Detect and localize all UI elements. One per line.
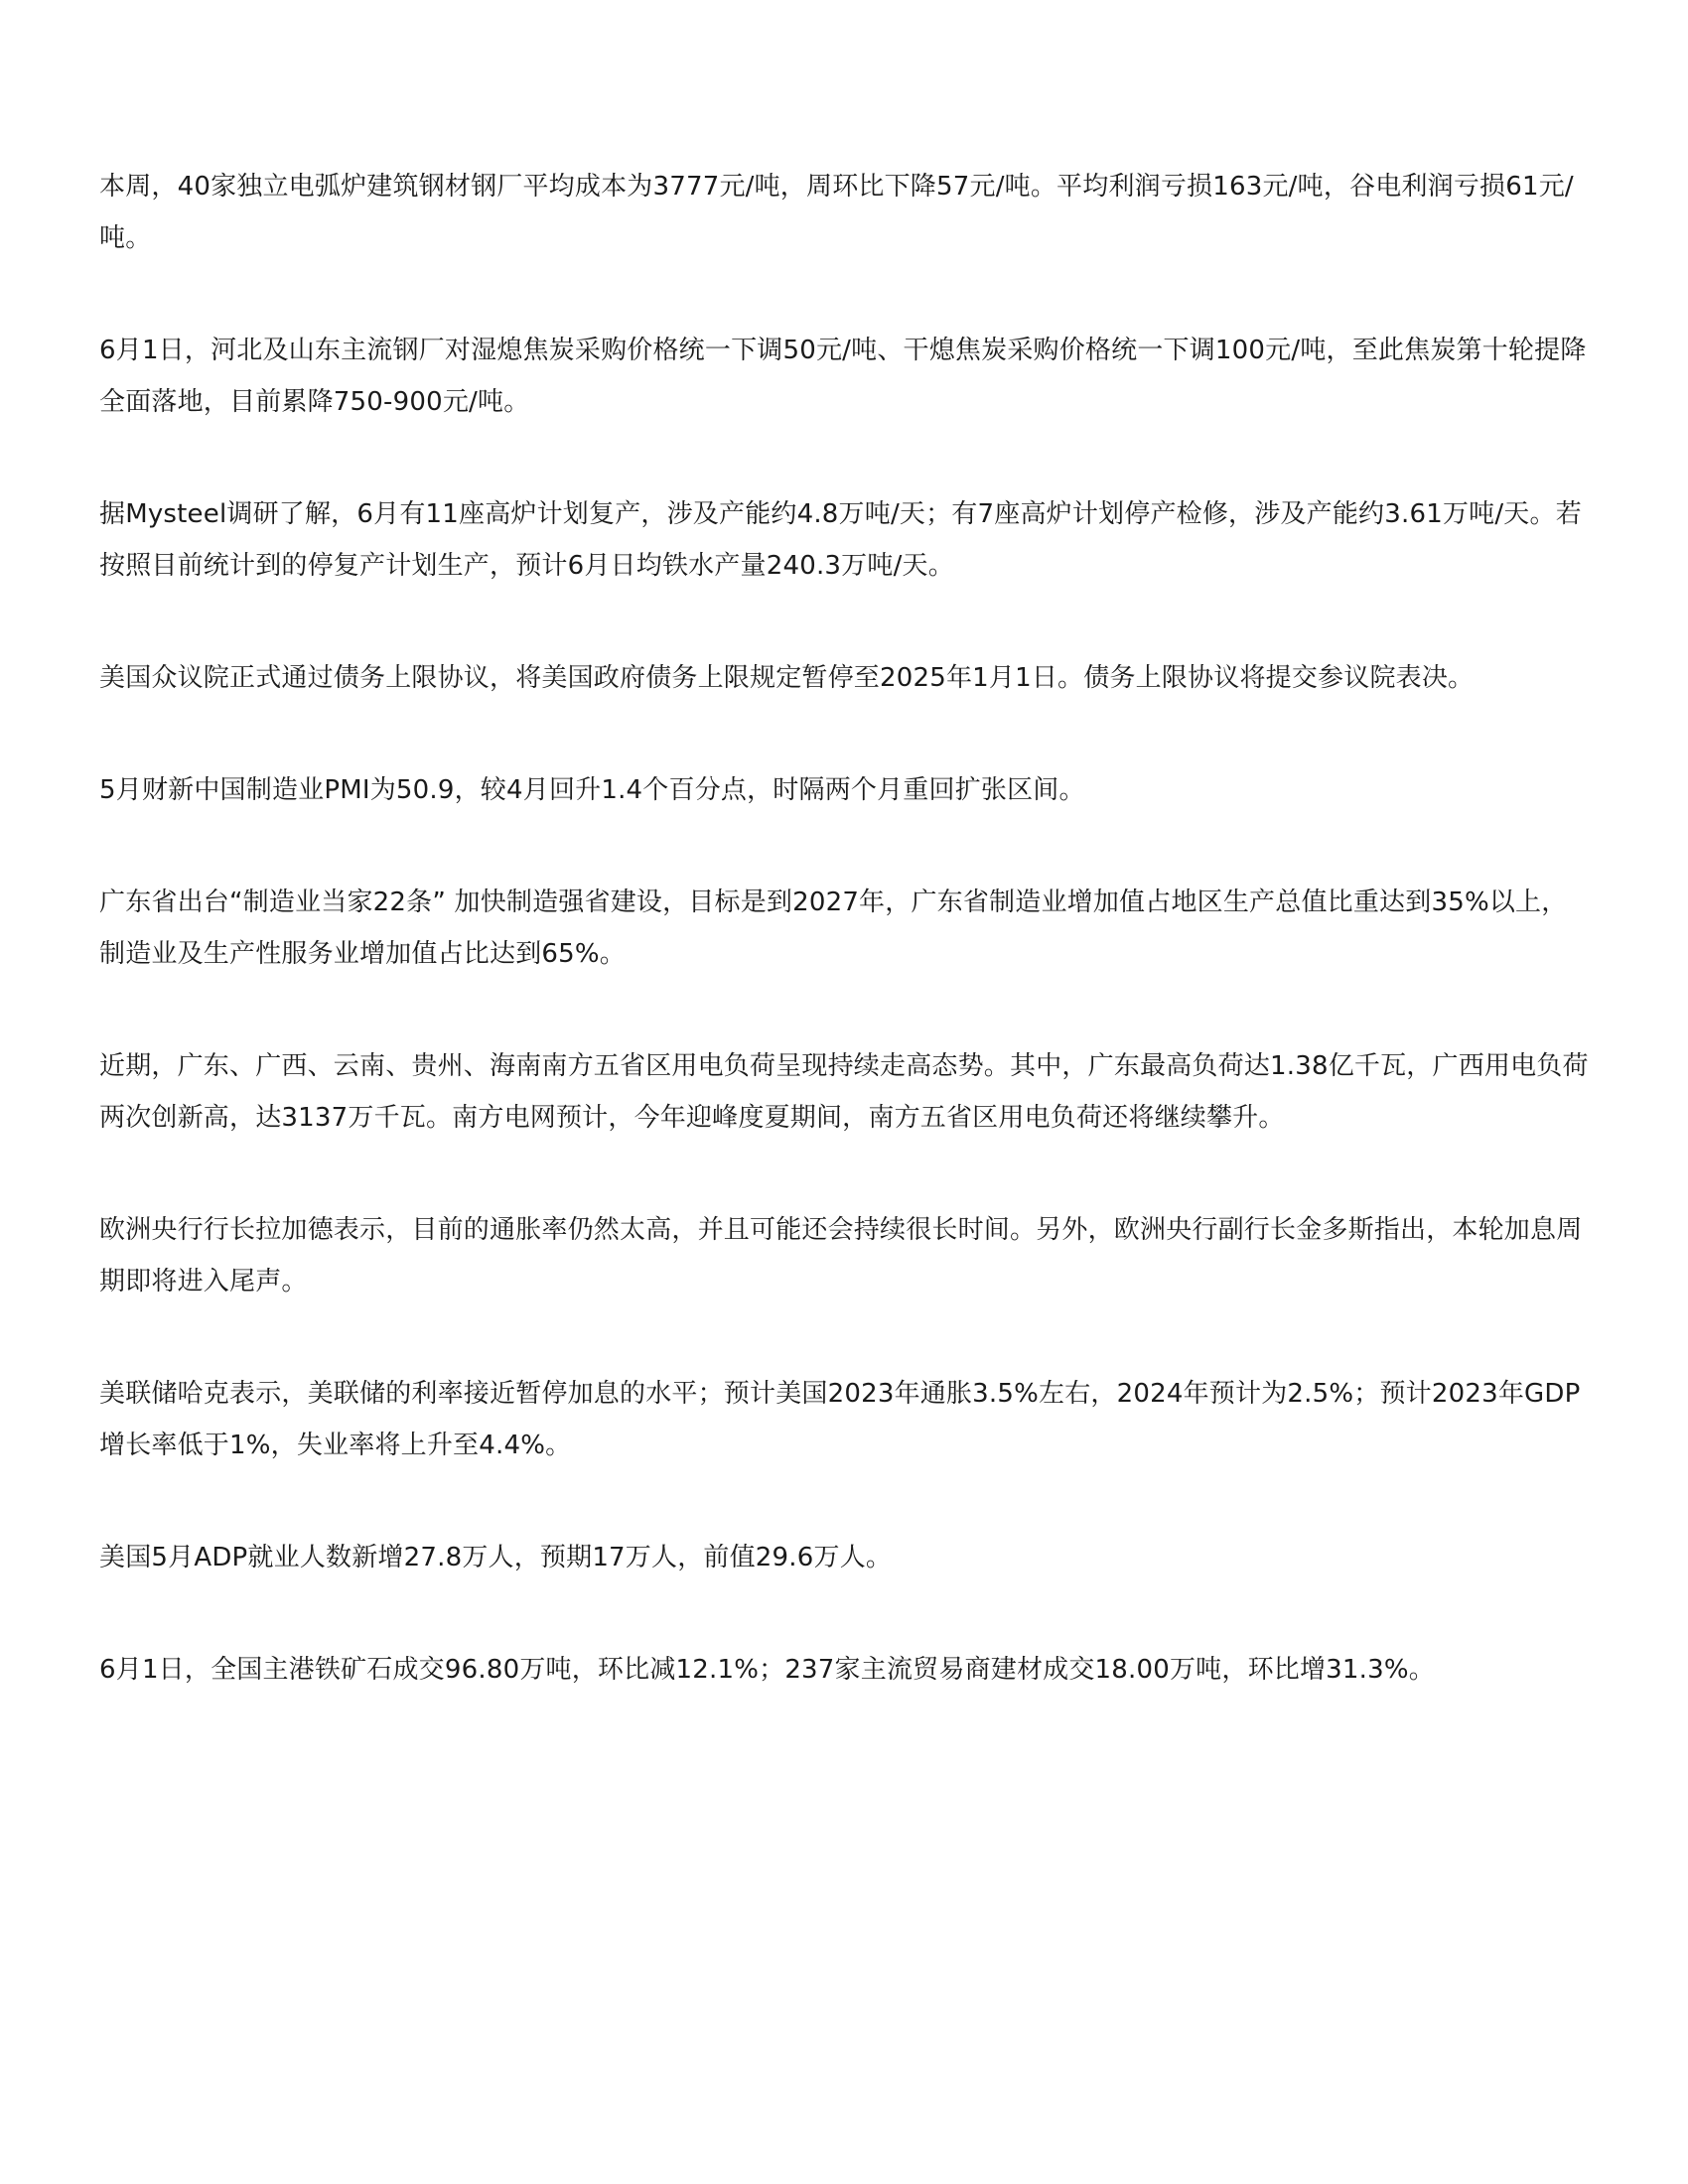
paragraph-us-debt-ceiling: 美国众议院正式通过债务上限协议，将美国政府债务上限规定暂停至2025年1月1日。债务上限协议将提交参议院表决。 xyxy=(99,663,1475,693)
paragraph-guangdong-manufacturing: 广东省出台“制造业当家22条” 加快制造强省建设，目标是到2027年，广东省制造业增加值占地区生产总值比重达到35%以上，制造业及生产性服务业增加值占比达到65%。 xyxy=(99,887,1568,969)
document-body xyxy=(99,161,1589,1756)
paragraph-fed-harker: 美联储哈克表示，美联储的利率接近暂停加息的水平；预计美国2023年通胀3.5%左右，2024年预计为2.5%；预计2023年GDP增长率低于1%，失业率将上升至4.4%。 xyxy=(99,1379,1581,1460)
paragraph-caixin-pmi: 5月财新中国制造业PMI为50.9，较4月回升1.4个百分点，时隔两个月重回扩张区间。 xyxy=(99,775,1085,805)
paragraph-power-load: 近期，广东、广西、云南、贵州、海南南方五省区用电负荷呈现持续走高态势。其中，广东最高负荷达1.38亿千瓦，广西用电负荷两次创新高，达3137万千瓦。南方电网预计，今年迎峰度夏期间，南方五省区用电负荷还将继续攀升。 xyxy=(99,1051,1589,1133)
paragraph-ecb: 欧洲央行行长拉加德表示，目前的通胀率仍然太高，并且可能还会持续很长时间。另外，欧洲央行副行长金多斯指出，本轮加息周期即将进入尾声。 xyxy=(99,1215,1583,1297)
paragraph-iron-ore-trade: 6月1日，全国主港铁矿石成交96.80万吨，环比减12.1%；237家主流贸易商建材成交18.00万吨，环比增31.3%。 xyxy=(99,1655,1435,1685)
paragraph-adp: 美国5月ADP就业人数新增27.8万人，预期17万人，前值29.6万人。 xyxy=(99,1543,893,1572)
paragraph-eaf-cost: 本周，40家独立电弧炉建筑钢材钢厂平均成本为3777元/吨，周环比下降57元/吨。平均利润亏损163元/吨，谷电利润亏损61元/吨。 xyxy=(99,172,1574,253)
paragraph-coke-price: 6月1日，河北及山东主流钢厂对湿熄焦炭采购价格统一下调50元/吨、干熄焦炭采购价格统一下调100元/吨，至此焦炭第十轮提降全面落地，目前累降750-900元/吨。 xyxy=(99,336,1587,417)
paragraph-blast-furnace: 据Mysteel调研了解，6月有11座高炉计划复产，涉及产能约4.8万吨/天；有7座高炉计划停产检修，涉及产能约3.61万吨/天。若按照目前统计到的停复产计划生产，预计6月日均铁水产量240.3万吨/天。 xyxy=(99,499,1582,581)
